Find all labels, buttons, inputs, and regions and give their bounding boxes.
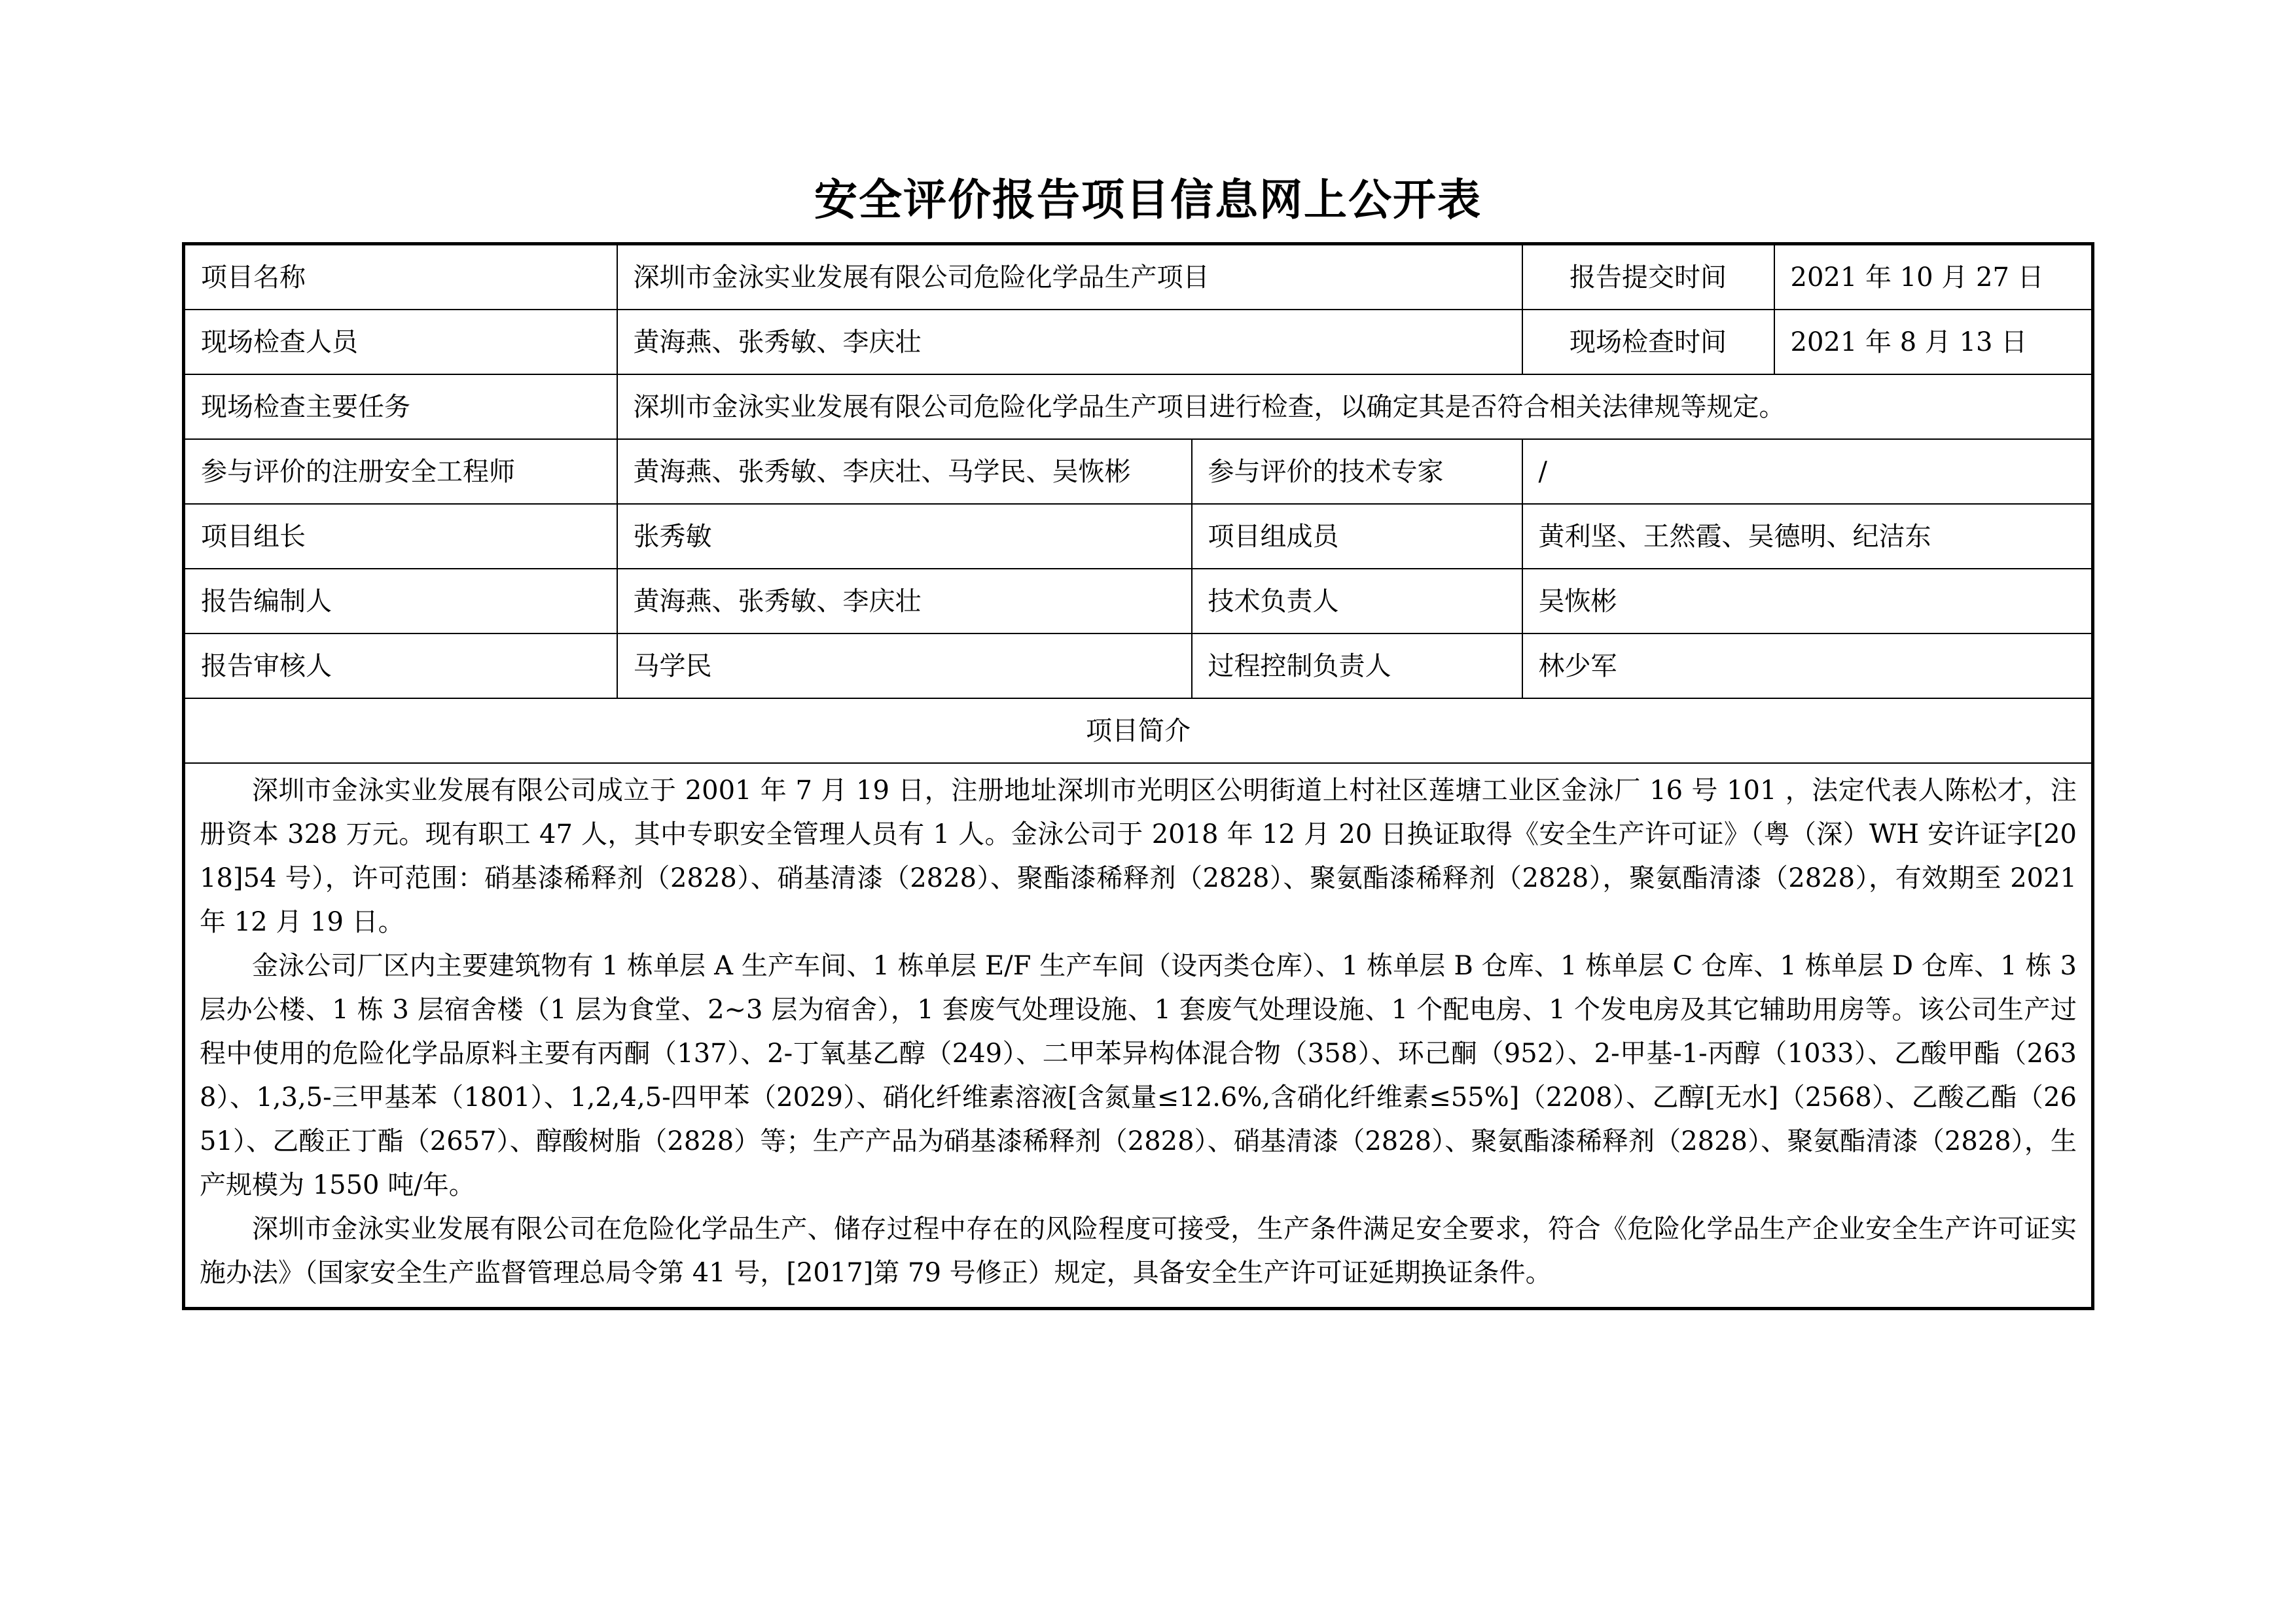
row-leader xyxy=(184,504,2093,569)
value-main-task: 深圳市金泳实业发展有限公司危险化学品生产项目进行检查，以确定其是否符合相关法律规等规定。 xyxy=(617,374,2093,439)
value-compiler: 黄海燕、张秀敏、李庆壮 xyxy=(617,569,1192,633)
info-table xyxy=(182,242,2094,1310)
value-inspection-date: 2021 年 8 月 13 日 xyxy=(1774,310,2093,374)
value-submit-date: 2021 年 10 月 27 日 xyxy=(1774,244,2093,310)
label-inspectors: 现场检查人员 xyxy=(184,310,617,374)
value-engineers: 黄海燕、张秀敏、李庆壮、马学民、吴恢彬 xyxy=(617,439,1192,504)
value-process-control: 林少军 xyxy=(1522,633,2093,698)
label-tech-lead: 技术负责人 xyxy=(1192,569,1522,633)
intro-paragraph: 深圳市金泳实业发展有限公司成立于 2001 年 7 月 19 日，注册地址深圳市光明区公明街道上村社区莲塘工业区金泳厂 16 号 101 ，法定代表人陈松才，注册资本 328 万元。现有职工 47 人，其中专职安全管理人员有 1 人。金泳公司于 2018 年 12 月 20 日换证取得《安全生产许可证》（粤（深）WH 安许证字[2018]54 号），许可范围：硝基漆稀释剂（2828）、硝基清漆（2828）、聚酯漆稀释剂（2828）、聚氨酯漆稀释剂（2828），聚氨酯清漆（2828），有效期至 2021 年 12 月 19 日。 xyxy=(200,776,2077,937)
label-leader: 项目组长 xyxy=(184,504,617,569)
row-reviewer xyxy=(184,633,2093,698)
row-project-name xyxy=(184,244,2093,310)
label-main-task: 现场检查主要任务 xyxy=(184,374,617,439)
label-process-control: 过程控制负责人 xyxy=(1192,633,1522,698)
label-members: 项目组成员 xyxy=(1192,504,1522,569)
value-reviewer: 马学民 xyxy=(617,633,1192,698)
intro-paragraph: 深圳市金泳实业发展有限公司在危险化学品生产、储存过程中存在的风险程度可接受，生产条件满足安全要求，符合《危险化学品生产企业安全生产许可证实施办法》（国家安全生产监督管理总局令第 41 号，[2017]第 79 号修正）规定，具备安全生产许可证延期换证条件。 xyxy=(200,1214,2077,1288)
row-intro-body xyxy=(184,763,2093,1309)
intro-heading: 项目简介 xyxy=(184,698,2093,763)
label-inspection-date: 现场检查时间 xyxy=(1522,310,1774,374)
page-title: 安全评价报告项目信息网上公开表 xyxy=(814,174,1482,225)
value-project-name: 深圳市金泳实业发展有限公司危险化学品生产项目 xyxy=(617,244,1522,310)
value-leader: 张秀敏 xyxy=(617,504,1192,569)
label-submit-date: 报告提交时间 xyxy=(1522,244,1774,310)
intro-body xyxy=(184,763,2093,1309)
label-experts: 参与评价的技术专家 xyxy=(1192,439,1522,504)
row-inspectors xyxy=(184,310,2093,374)
intro-paragraph: 金泳公司厂区内主要建筑物有 1 栋单层 A 生产车间、1 栋单层 E/F 生产车间（设丙类仓库）、1 栋单层 B 仓库、1 栋单层 C 仓库、1 栋单层 D 仓库、1 栋 3 层办公楼、1 栋 3 层宿舍楼（1 层为食堂、2~3 层为宿舍），1 套废气处理设施、1 套废气处理设施、1 个配电房、1 个发电房及其它辅助用房等。该公司生产过程中使用的危险化学品原料主要有丙酮（137）、2-丁氧基乙醇（249）、二甲苯异构体混合物（358）、环己酮（952）、2-甲基-1-丙醇（1033）、乙酸甲酯（2638）、1,3,5-三甲基苯（1801）、1,2,4,5-四甲苯（2029）、硝化纤维素溶液[含氮量≤12.6%,含硝化纤维素≤55%]（2208）、乙醇[无水]（2568）、乙酸乙酯（2651）、乙酸正丁酯（2657）、醇酸树脂（2828）等；生产产品为硝基漆稀释剂（2828）、硝基清漆（2828）、聚氨酯漆稀释剂（2828）、聚氨酯清漆（2828），生产规模为 1550 吨/年。 xyxy=(200,951,2077,1200)
label-project-name: 项目名称 xyxy=(184,244,617,310)
row-main-task xyxy=(184,374,2093,439)
row-compiler xyxy=(184,569,2093,633)
value-inspectors: 黄海燕、张秀敏、李庆壮 xyxy=(617,310,1522,374)
row-engineers xyxy=(184,439,2093,504)
label-reviewer: 报告审核人 xyxy=(184,633,617,698)
value-tech-lead: 吴恢彬 xyxy=(1522,569,2093,633)
label-compiler: 报告编制人 xyxy=(184,569,617,633)
label-engineers: 参与评价的注册安全工程师 xyxy=(184,439,617,504)
value-experts: / xyxy=(1522,439,2093,504)
value-members: 黄利坚、王然霞、吴德明、纪洁东 xyxy=(1522,504,2093,569)
row-intro-heading xyxy=(184,698,2093,763)
